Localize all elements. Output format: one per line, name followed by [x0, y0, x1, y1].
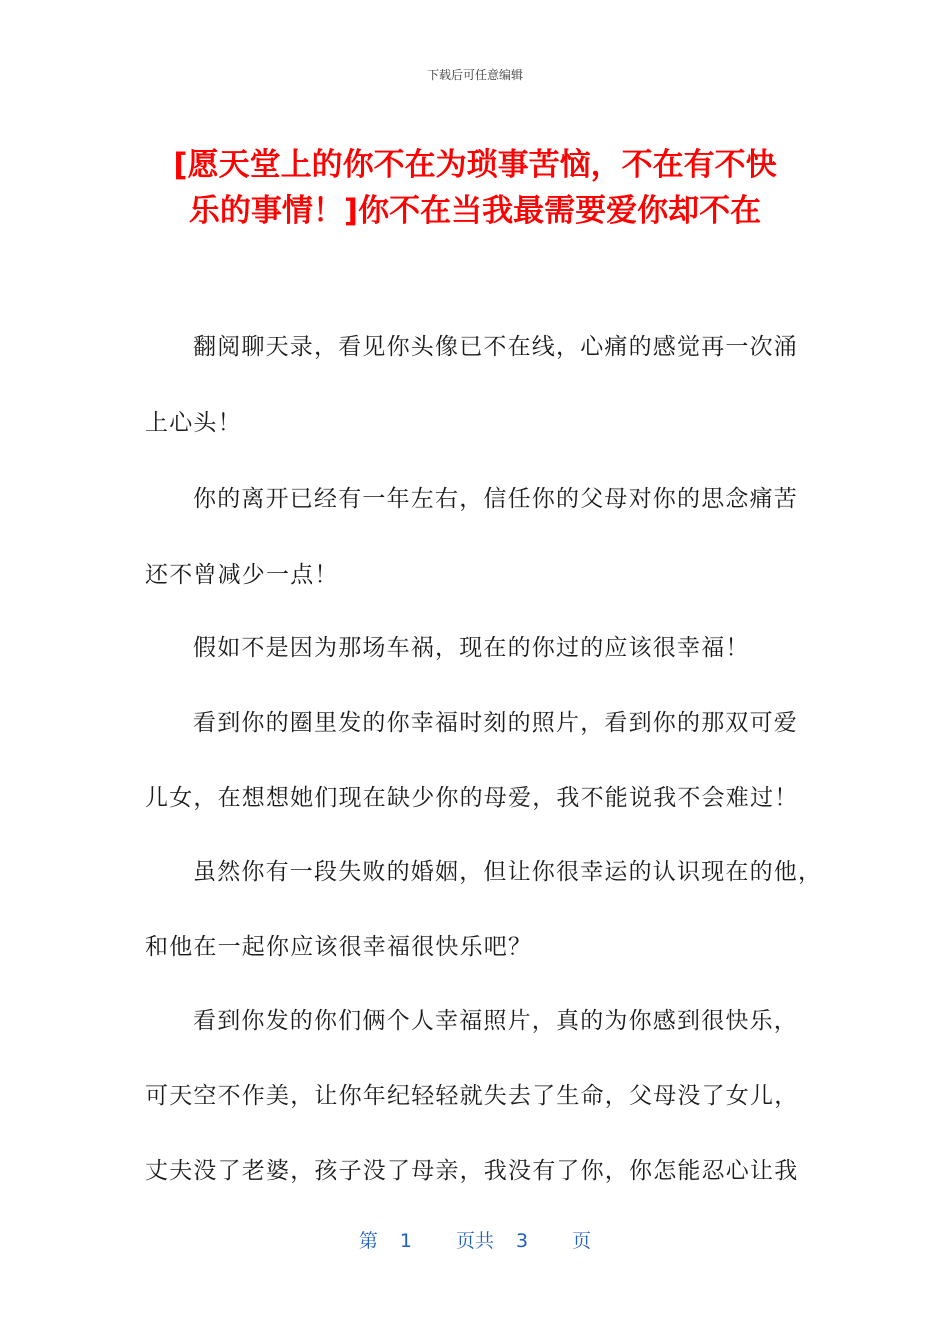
footer-page-mid: 页共 — [455, 1230, 494, 1252]
body-line: 可天空不作美，让你年纪轻轻就失去了生命，父母没了女儿， — [145, 1083, 799, 1109]
body-line: 还不曾减少一点！ — [145, 562, 339, 588]
body-line: 上心头！ — [145, 410, 242, 436]
header-note: 下载后可任意编辑 — [426, 68, 523, 82]
body-line: 丈夫没了老婆，孩子没了母亲，我没有了你，你怎能忍心让我 — [145, 1158, 799, 1184]
title-line-1: [愿天堂上的你不在为琐事苦恼，不在有不快 — [173, 147, 777, 183]
title-line-2: 乐的事情！]你不在当我最需要爱你却不在 — [188, 193, 762, 229]
body-line: 你的离开已经有一年左右，信任你的父母对你的思念痛苦 — [193, 486, 798, 512]
page-footer — [0, 1226, 950, 1253]
footer-page-suffix: 页 — [572, 1230, 592, 1252]
body-line: 和他在一起你应该很幸福很快乐吧？ — [145, 934, 533, 960]
body-line: 看到你的圈里发的你幸福时刻的照片，看到你的那双可爱 — [193, 710, 798, 736]
footer-page-total: 3 — [516, 1230, 529, 1252]
footer-page-prefix: 第 — [358, 1230, 378, 1252]
body-line: 看到你发的你们俩个人幸福照片，真的为你感到很快乐， — [193, 1008, 798, 1034]
body-line: 儿女，在想想她们现在缺少你的母爱，我不能说我不会难过！ — [145, 785, 799, 811]
body-line: 假如不是因为那场车祸，现在的你过的应该很幸福！ — [193, 635, 750, 661]
footer-page-number: 1 — [399, 1230, 412, 1252]
body-line: 翻阅聊天录，看见你头像已不在线，心痛的感觉再一次涌 — [193, 334, 798, 360]
body-line: 虽然你有一段失败的婚姻，但让你很幸运的认识现在的他， — [193, 859, 823, 885]
document-title — [120, 142, 830, 234]
